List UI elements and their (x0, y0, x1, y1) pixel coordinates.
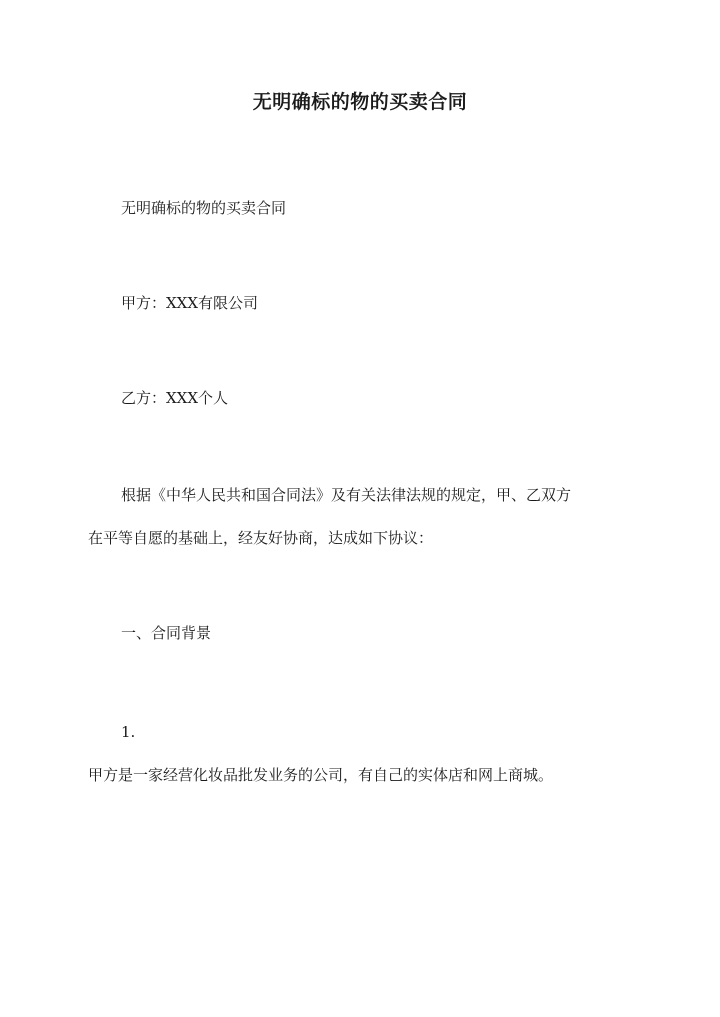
party-b: 乙方：XXX个人 (121, 389, 229, 407)
party-a: 甲方：XXX有限公司 (121, 294, 259, 312)
section-heading: 一、合同背景 (121, 624, 212, 642)
item-text: 甲方是一家经营化妆品批发业务的公司，有自己的实体店和网上商城。 (88, 766, 554, 784)
document-title: 无明确标的物的买卖合同 (252, 91, 468, 113)
preamble-line-1: 根据《中华人民共和国合同法》及有关法律法规的规定，甲、乙双方 (121, 486, 572, 504)
contract-name: 无明确标的物的买卖合同 (121, 199, 287, 217)
item-number: 1. (121, 723, 136, 741)
preamble-line-2: 在平等自愿的基础上，经友好协商，达成如下协议： (88, 529, 434, 547)
